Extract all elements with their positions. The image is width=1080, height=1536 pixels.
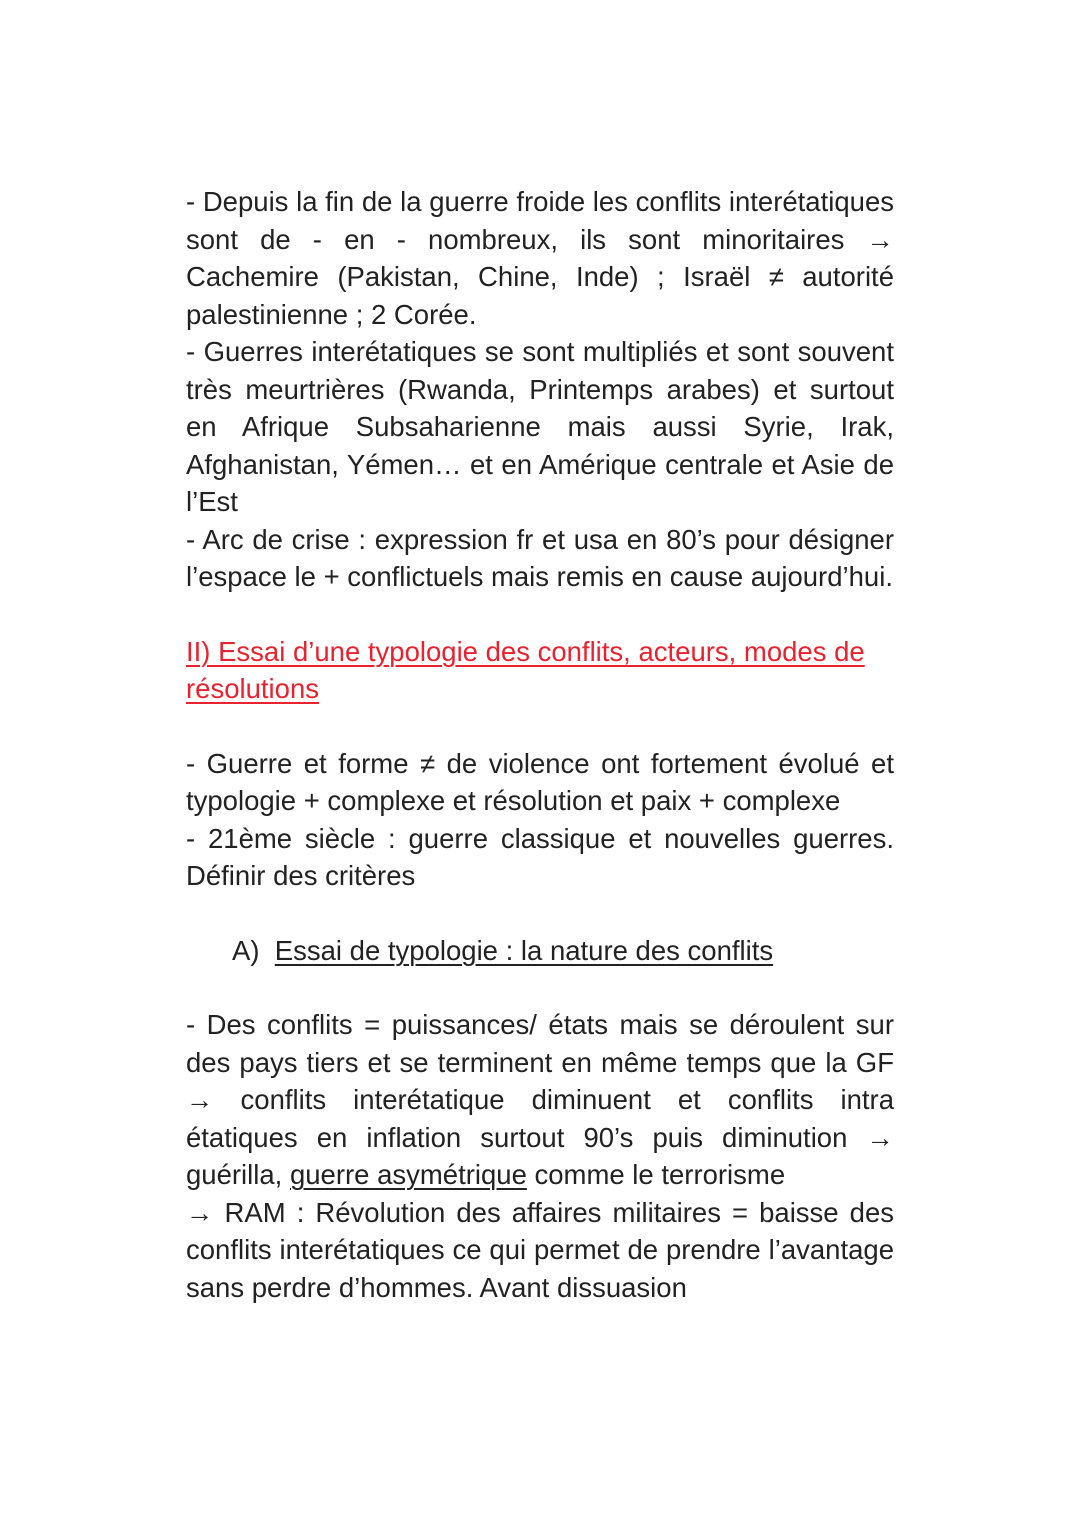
paragraph-interstate-wars: - Guerres interétatiques se sont multipliés et sont souvent très meurtrières (Rwanda, Printemps arabes) et surtout en Afrique Subsaharienne mais aussi Syrie, Irak, Afghanistan, Yémen… et en Amérique centrale et Asie de l’Est — [186, 336, 894, 517]
text-segment: - Des conflits = puissances/ états mais se déroulent sur des pays tiers et se terminent en même temps que la GF → conflits interétatique diminuent et conflits intra étatiques en inflation surtout 90’s puis diminution → guérilla, — [186, 1009, 894, 1190]
paragraph-arc-of-crisis: - Arc de crise : expression fr et usa en 80’s pour désigner l’espace le + conflictuels mais remis en cause aujourd’hui. — [186, 523, 894, 592]
spacer — [186, 596, 894, 633]
spacer — [186, 708, 894, 745]
text-segment: comme le terrorisme — [526, 1159, 786, 1190]
spacer — [186, 895, 894, 932]
paragraph-ram: → RAM : Révolution des affaires militaires = baisse des conflits interétatiques ce qui permet de prendre l’avantage sans perdre d’hommes. Avant dissuasion — [186, 1196, 894, 1303]
paragraph-war-evolution: - Guerre et forme ≠ de violence ont fortement évolué et typologie + complexe et résolution et paix + complexe — [186, 747, 894, 816]
paragraph-21st-century: - 21ème siècle : guerre classique et nouvelles guerres. Définir des critères — [186, 822, 894, 891]
subsection-title: Essai de typologie : la nature des conflits — [274, 934, 774, 966]
spacer — [186, 969, 894, 1006]
subsection-heading-a — [186, 932, 894, 970]
section-heading-typology: II) Essai d’une typologie des conflits, acteurs, modes de résolutions — [186, 635, 865, 704]
paragraph-nature-of-conflicts — [186, 1006, 894, 1194]
subsection-marker: A) — [232, 934, 260, 966]
paragraph-interstate-conflicts: - Depuis la fin de la guerre froide les conflits interétatiques sont de - en - nombreux, ils sont minoritaires → Cachemire (Pakistan, Chine, Inde) ; Israël ≠ autorité palestinienne ; 2 Corée. — [186, 186, 894, 330]
document-page — [186, 183, 894, 1306]
underlined-term: guerre asymétrique — [289, 1159, 527, 1190]
